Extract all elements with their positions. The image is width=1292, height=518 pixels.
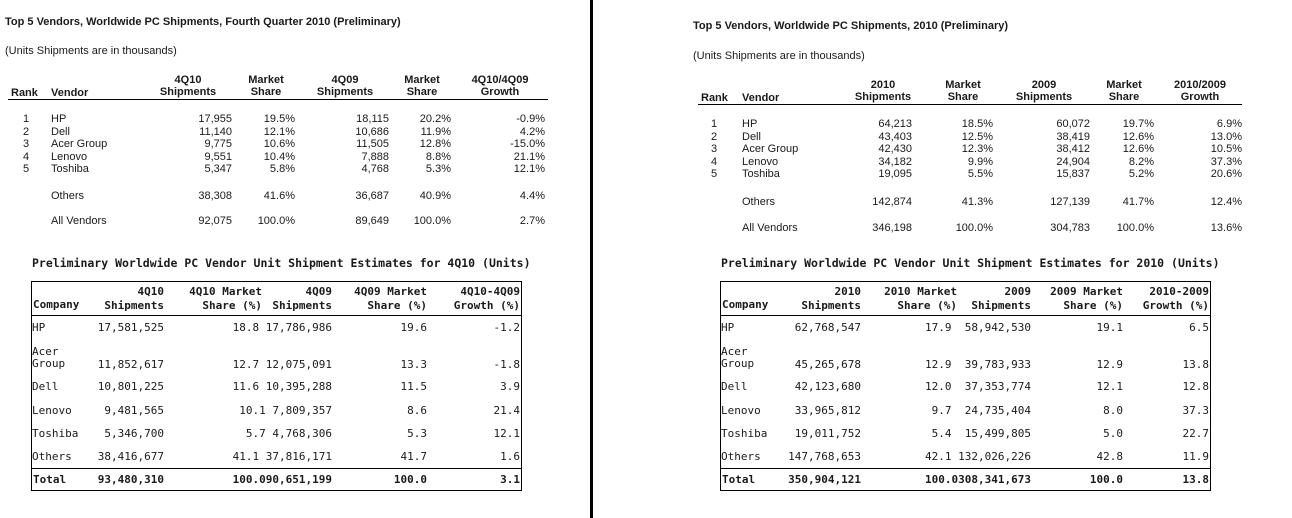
header-shipments-prior: 4Q09 Shipments (316, 74, 374, 98)
share-current-column: 18.5% 12.5% 12.3% 9.9% 5.5% (961, 118, 993, 181)
col-share-prior: 2009 Market Share (%) (1050, 285, 1123, 312)
header-share-prior: Market Share (1106, 79, 1142, 103)
units-note: (Units Shipments are in thousands) (693, 50, 865, 62)
col-share-prior: 4Q09 Market Share (%) (354, 285, 427, 312)
col-share-current: 2010 Market Share (%) (884, 285, 957, 312)
col-growth: 2010-2009 Growth (%) (1142, 285, 1209, 312)
header-shipments-prior: 2009 Shipments (1015, 79, 1073, 103)
col-growth: 4Q10-4Q09 Growth (%) (453, 285, 520, 312)
share-current: 18.8 17,786,986 (232, 321, 332, 334)
header-rule (8, 99, 548, 100)
units-note: (Units Shipments are in thousands) (5, 45, 177, 57)
header-shipments-current: 4Q10 Shipments (159, 74, 217, 98)
header-growth: 2010/2009 Growth (1174, 79, 1226, 103)
header-rank: Rank (11, 87, 38, 99)
estimates-title: Preliminary Worldwide PC Vendor Unit Shipment Estimates for 4Q10 (Units) (32, 256, 531, 270)
header-rank: Rank (701, 92, 728, 104)
col-shipments-current: 4Q10 Shipments (104, 285, 164, 312)
header-growth: 4Q10/4Q09 Growth (471, 74, 529, 98)
vendor-column: HP Dell Acer Group Lenovo Toshiba (742, 118, 799, 181)
col-shipments-prior: 4Q09 Shipments (272, 285, 332, 312)
panel-divider (590, 0, 593, 518)
header-shipments-current: 2010 Shipments (854, 79, 912, 103)
col-shipments-prior: 2009 Shipments (971, 285, 1031, 312)
header-share-current: Market Share (945, 79, 981, 103)
share-current-column: 19.5% 12.1% 10.6% 10.4% 5.8% (263, 113, 295, 176)
header-share-current: Market Share (248, 74, 284, 98)
growth-column: -0.9% 4.2% -15.0% 21.1% 12.1% (510, 113, 545, 176)
header-vendor: Vendor (51, 87, 89, 99)
header-share-prior: Market Share (404, 74, 440, 98)
share-prior-column: 20.2% 11.9% 12.8% 8.8% 5.3% (419, 113, 451, 176)
growth-column: 6.9% 13.0% 10.5% 37.3% 20.6% (1210, 118, 1242, 181)
col-share-current: 4Q10 Market Share (%) (189, 285, 262, 312)
shipments-prior-column: 60,072 38,419 38,412 24,904 15,837 (1056, 118, 1090, 181)
col-shipments-current: 2010 Shipments (801, 285, 861, 312)
header-rule (698, 104, 1242, 105)
shipments-current-column: 64,213 43,403 42,430 34,182 19,095 (878, 118, 912, 181)
header-vendor: Vendor (742, 92, 780, 104)
share-prior-column: 19.7% 12.6% 12.6% 8.2% 5.2% (1122, 118, 1154, 181)
panel-4q10: Top 5 Vendors, Worldwide PC Shipments, Fourth Quarter 2010 (Preliminary) (Units Shipments are in thousands) Rank Vendor 4Q10 Shipments Market Share 4Q09 Shipments Market Share 4Q10/4Q09 Growth 1 2 3 4 5 HP Dell Acer Group Lenovo Toshiba 17,955 11,140 9,775 9,551 5,347 19.5% 12.1% 10.6% 10.4% 5.8% 18,115 10,686 11,505 7,888 4,768 20.2% 11.9% 12.8% 8.8% 5.3% -0.9% 4.2% -15.0% 21.1% 12.1% Others 38,308 41.6% 36,687 40.9% 4.4% All Vendors 92,075 100.0% 89,649 100.0% 2.7% Preliminary Worldwide PC Vendor Unit Shipment Estimates for 4Q10 (Units) Company 4Q10 Shipments 4Q10 Market Share (%) 4Q09 Shipments 4Q09 Market Share (%) 4Q10-4Q09 Growth (%) HP 17,581,525 18.8 17,786,986 19.6 -1.2 Acer Group 11,852,617 12.7 12,075,091 13.3 -1.8 Dell 10,801,225 11.6 10,395,288 11.5 3.9 Lenovo 9,481,565 10.1 7,809,357 8.6 21.4 Toshiba 5,346,700 5.7 4,768,306 5.3 12.1 Others 38,416,677 41.1 37,816,171 41.7 1.6 Total 93,480,310 100.090,651,199 100.0 3.1 (0, 0, 590, 518)
rank-column: 1 2 3 4 5 (711, 118, 718, 181)
col-company: Company (722, 298, 769, 311)
col-company: Company (33, 298, 80, 311)
shipments-prior-column: 18,115 10,686 11,505 7,888 4,768 (355, 113, 389, 176)
rank-column: 1 2 3 4 5 (23, 113, 30, 176)
report-title: Top 5 Vendors, Worldwide PC Shipments, Fourth Quarter 2010 (Preliminary) (5, 16, 401, 28)
vendor-column: HP Dell Acer Group Lenovo Toshiba (51, 113, 108, 176)
report-title: Top 5 Vendors, Worldwide PC Shipments, 2010 (Preliminary) (693, 20, 1009, 32)
estimates-title: Preliminary Worldwide PC Vendor Unit Shipment Estimates for 2010 (Units) (721, 256, 1220, 270)
panel-2010: Top 5 Vendors, Worldwide PC Shipments, 2010 (Preliminary) (Units Shipments are in thousands) Rank Vendor 2010 Shipments Market Share 2009 Shipments Market Share 2010/2009 Growth 1 2 3 4 5 HP Dell Acer Group Lenovo Toshiba 64,213 43,403 42,430 34,182 19,095 18.5% 12.5% 12.3% 9.9% 5.5% 60,072 38,419 38,412 24,904 15,837 19.7% 12.6% 12.6% 8.2% 5.2% 6.9% 13.0% 10.5% 37.3% 20.6% Others 142,874 41.3% 127,139 41.7% 12.4% All Vendors 346,198 100.0% 304,783 100.0% 13.6% Preliminary Worldwide PC Vendor Unit Shipment Estimates for 2010 (Units) Company 2010 Shipments 2010 Market Share (%) 2009 Shipments 2009 Market Share (%) 2010-2009 Growth (%) HP 62,768,547 17.9 58,942,530 19.1 6.5 Acer Group 45,265,678 12.9 39,783,933 12.9 13.8 Dell 42,123,680 12.0 37,353,774 12.1 12.8 Lenovo 33,965,812 9.7 24,735,404 8.0 37.3 Toshiba 19,011,752 5.4 15,499,805 5.0 22.7 Others 147,768,653 42.1 132,026,226 42.8 11.9 Total 350,904,121 100.0308,341,673 100.0 13.8 (594, 0, 1292, 518)
shipments-current-column: 17,955 11,140 9,775 9,551 5,347 (198, 113, 232, 176)
